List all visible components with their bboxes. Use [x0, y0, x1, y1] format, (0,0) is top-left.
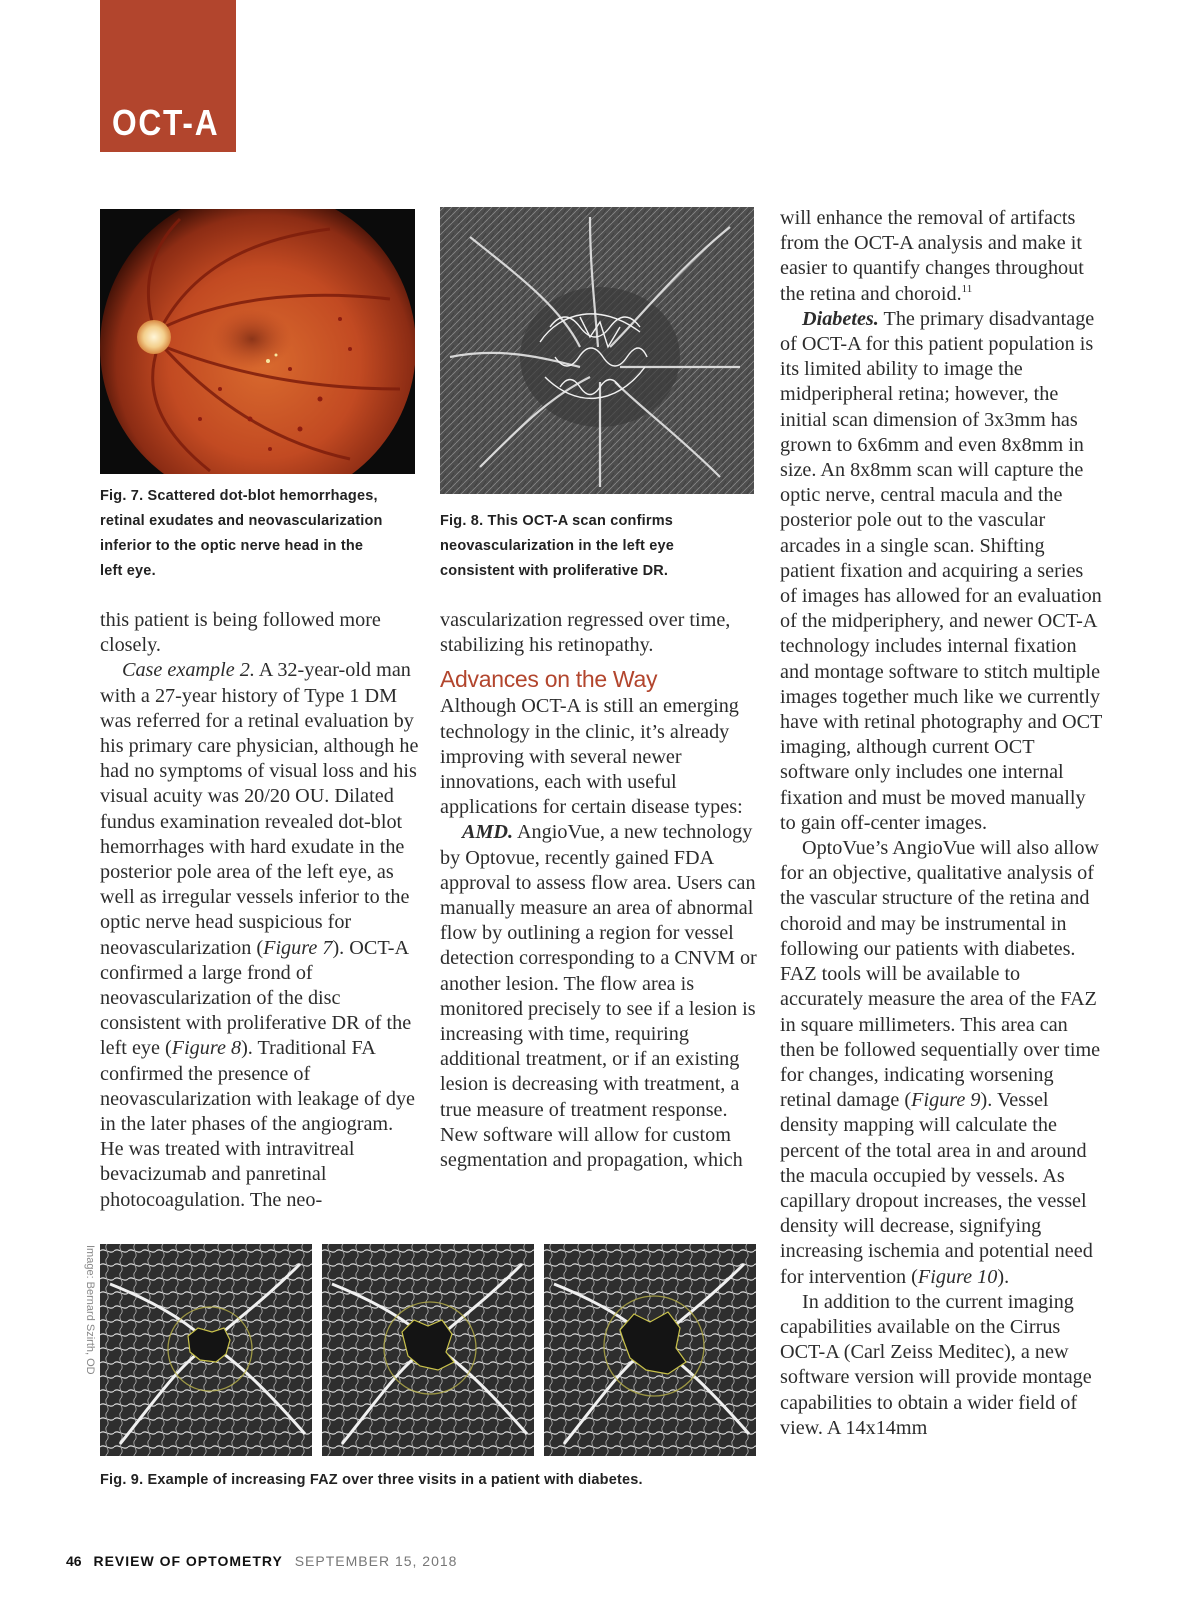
- caption-line: retinal exudates and neovascularization: [100, 513, 383, 529]
- fig8-caption: [440, 509, 760, 584]
- fundus-image: [100, 209, 415, 474]
- text-run: A 32-year-old man with a 27-year history of Type 1 DM was referred for a retinal evaluation by his primary care physician, although he had no symptoms of visual loss and his visual acuity was 20/20 OU. Dilated fundus examination revealed dot-blot hemorrhages with hard exudate in the posterior pole area of the left eye, as well as irregular vessels inferior to the optic nerve head suspicious for neovascularization (: [100, 659, 419, 959]
- run-in-heading: Diabetes.: [802, 307, 879, 330]
- image-credit: Image: Bernard Szirth, OD: [84, 1245, 96, 1375]
- figure-ref: Figure 9: [911, 1089, 981, 1112]
- text-run: ). Vessel density mapping will calculate the percent of the total area in and around the macula occupied by vessels. As capillary dropout increases, the vessel density will decrease, signifying increasing ischemia and potential need for intervention (: [780, 1089, 1093, 1288]
- run-in-heading: Case example 2.: [122, 659, 255, 682]
- text-run: The primary disadvantage of OCT-A for this patient population is its limited ability to image the midperipheral retina; however, the initial scan dimension of 3x3mm has grown to 6x6mm and even 8x8mm in size. An 8x8mm scan will capture the optic nerve, central macula and the posterior pole out to the vascular arcades in a single scan. Shifting patient fixation and acquiring a series of images has allowed for an evaluation of the midperiphery, and newer OCT-A technology includes internal fixation and montage software to stitch multiple images together much like we currently have with retinal photography and OCT imaging, although current OCT software only includes one internal fixation and must be moved manually to gain off-center images.: [780, 307, 1102, 834]
- section-tab: [100, 0, 236, 152]
- fig8-octa-scan: [440, 207, 754, 494]
- section-heading: Advances on the Way: [440, 666, 658, 693]
- fig7-caption: [100, 484, 420, 584]
- fig9-panel-2: [322, 1244, 534, 1456]
- page-footer: [66, 1553, 457, 1569]
- fig9-image: [100, 1244, 756, 1456]
- paragraph: this patient is being followed more closely.: [100, 609, 381, 657]
- fig9-panel-1: [100, 1244, 312, 1456]
- paragraph: In addition to the current imaging capabilities available on the Cirrus OCT-A (Carl Zeiss Meditec), a new software version will provide montage capabilities to obtain a wider field of view. A 14x14mm: [780, 1290, 1092, 1439]
- figure-ref: Figure 8: [171, 1037, 242, 1060]
- caption-line: consistent with proliferative DR.: [440, 563, 669, 579]
- octa-scan-image: [440, 207, 754, 494]
- page-number: 46: [66, 1553, 82, 1569]
- section-tab-label: OCT-A: [112, 102, 220, 143]
- paragraph-case-example-2: [100, 658, 420, 1212]
- text-run: ). Traditional FA confirmed the presence of neovascularization with leakage of dye in the later phases of the angiogram. He was treated with intravitreal bevacizumab and panretinal photocoagulation. The neo-: [100, 1037, 416, 1211]
- paragraph-diabetes: [780, 307, 1102, 836]
- text-run: will enhance the removal of artifacts from the OCT-A analysis and make it easier to quantify changes throughout the retina and choroid.: [780, 207, 1084, 305]
- paragraph: [780, 836, 1102, 1290]
- caption-line: neovascularization in the left eye: [440, 538, 675, 554]
- fig9-panels: [100, 1244, 756, 1456]
- text-run: ).: [997, 1265, 1010, 1288]
- column-1: [100, 608, 420, 1213]
- paragraph-amd: [440, 820, 758, 1173]
- paragraph: Although OCT-A is still an emerging technology in the clinic, it’s already improving with several newer innovations, each with useful applications for certain disease types:: [440, 695, 743, 819]
- caption-line: Fig. 8. This OCT-A scan confirms: [440, 513, 674, 529]
- fig7-fundus-photo: [100, 209, 415, 474]
- caption-line: left eye.: [100, 563, 156, 579]
- run-in-heading: AMD.: [462, 821, 514, 844]
- magazine-name: REVIEW OF OPTOMETRY: [93, 1553, 283, 1569]
- figure-ref: Figure 7: [263, 936, 333, 959]
- column-2: [440, 608, 758, 1173]
- caption-line: inferior to the optic nerve head in the: [100, 538, 364, 554]
- text-run: AngioVue, a new technology by Optovue, recently gained FDA approval to assess flow area. Users can manually measure an area of abnormal flow by outlining a region for vessel detection corresponding to a CNVM or another lesion. The flow area is monitored precisely to see if a lesion is increasing with time, requiring additional treatment, or if an existing lesion is decreasing with treatment, a true measure of treatment response. New software will allow for custom segmentation and propagation, which: [440, 821, 757, 1172]
- reference-number: 11: [961, 282, 973, 295]
- fig9-panel-3: [544, 1244, 756, 1456]
- column-3: [780, 206, 1102, 1441]
- fig9-caption: Fig. 9. Example of increasing FAZ over three visits in a patient with diabetes.: [100, 1472, 643, 1488]
- figure-ref: Figure 10: [917, 1265, 998, 1288]
- text-run: OptoVue’s AngioVue will also allow for an objective, qualitative analysis of the vascular structure of the retina and choroid and may be instrumental in following our patients with diabetes. FAZ tools will be available to accurately measure the area of the FAZ in square millimeters. This area can then be followed sequentially over time for changes, indicating worsening retinal damage (: [780, 837, 1101, 1112]
- issue-date: SEPTEMBER 15, 2018: [294, 1553, 458, 1569]
- text-run: ). OCT-A confirmed a large frond of neovascularization of the disc consistent with proliferative DR of the left eye (: [100, 936, 412, 1060]
- caption-line: Fig. 7. Scattered dot-blot hemorrhages,: [100, 488, 378, 504]
- paragraph: vascularization regressed over time, stabilizing his retinopathy.: [440, 609, 731, 657]
- paragraph: [780, 206, 1102, 307]
